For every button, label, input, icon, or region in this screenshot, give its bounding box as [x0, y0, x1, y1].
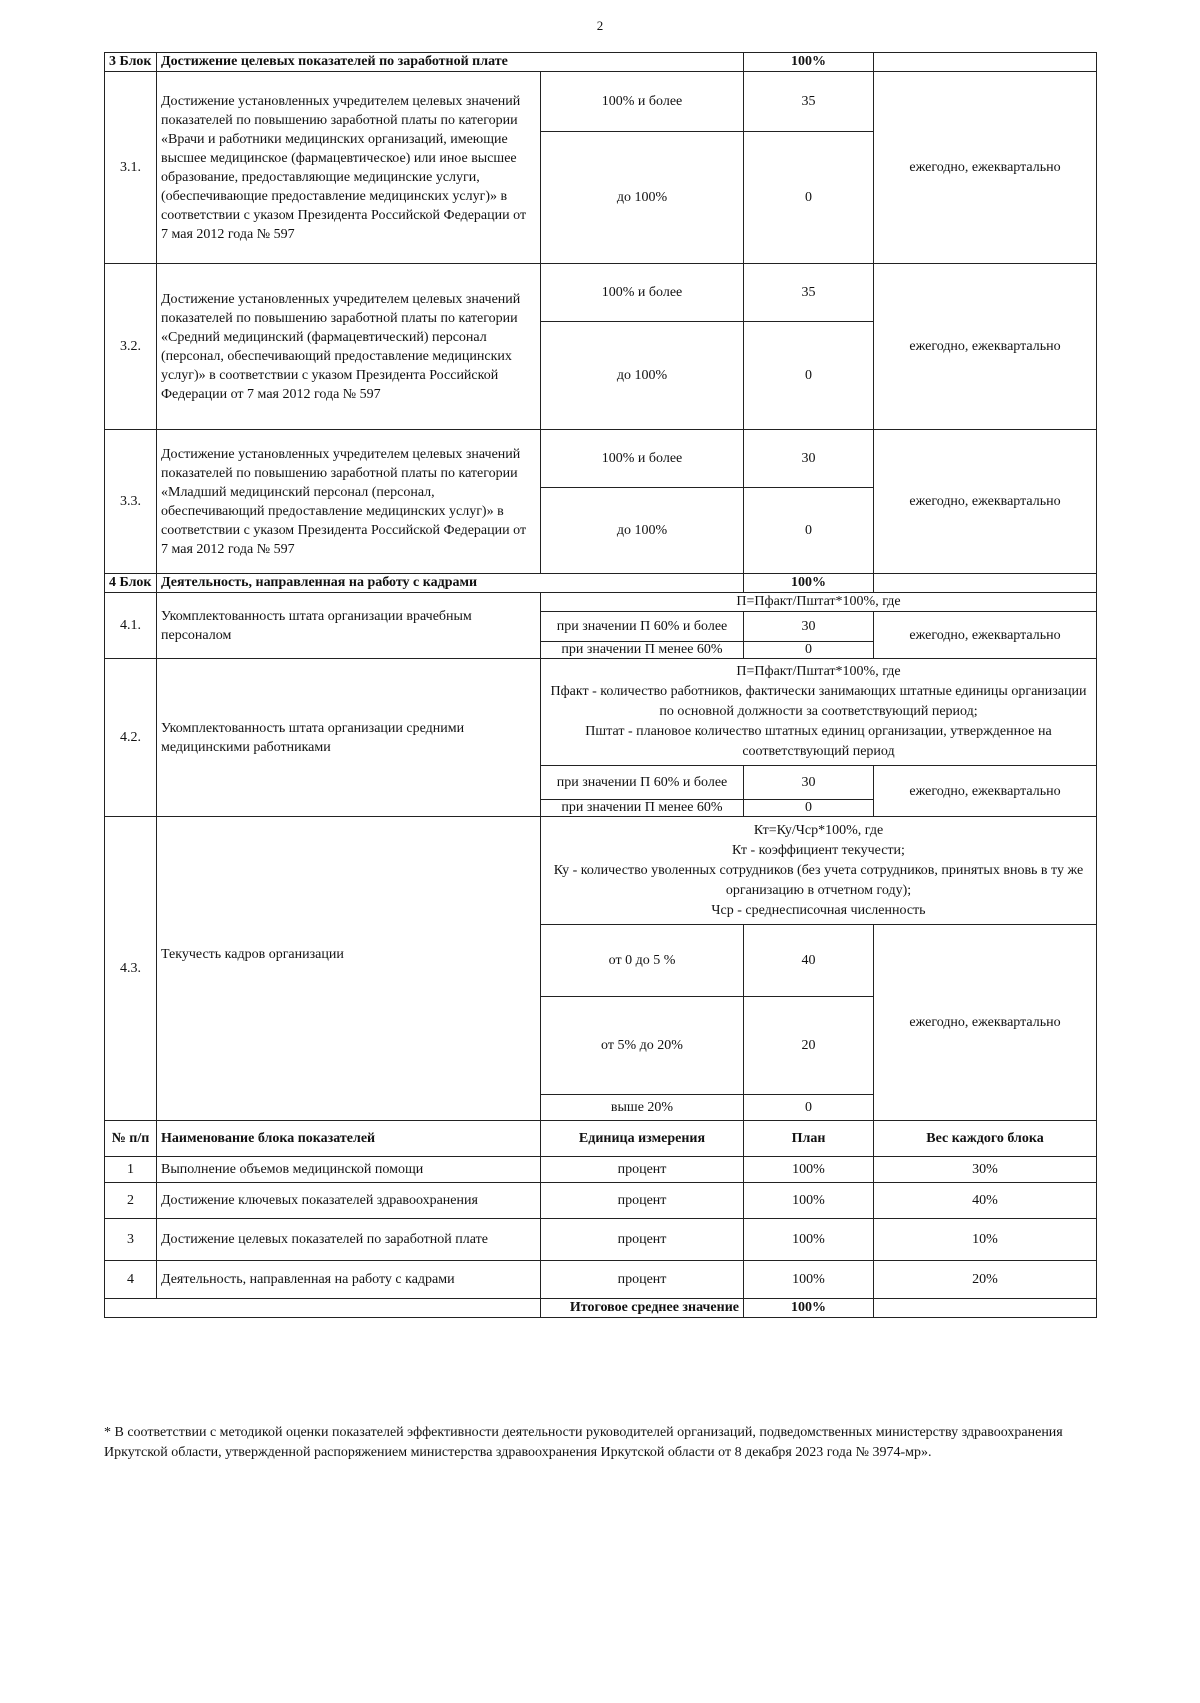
row-4-1-period: ежегодно, ежеквартально — [874, 612, 1097, 659]
summary-total-row — [105, 1299, 1097, 1318]
row-3-3-number: 3.3. — [105, 430, 157, 574]
row-4-1-score2: 0 — [744, 642, 874, 659]
summary-row-2-name: Достижение ключевых показателей здравоохранения — [157, 1183, 541, 1219]
row-4-3-cond1: от 0 до 5 % — [541, 925, 744, 997]
block4-header-row — [105, 574, 1097, 593]
summary-header-weight: Вес каждого блока — [874, 1121, 1097, 1157]
row-3-2-number: 3.2. — [105, 264, 157, 430]
summary-row-2-weight: 40% — [874, 1183, 1097, 1219]
row-3-2-cond2: до 100% — [541, 322, 744, 430]
indicators-table-wrapper — [104, 52, 1096, 1318]
summary-row-3-weight: 10% — [874, 1219, 1097, 1261]
summary-row-1-weight: 30% — [874, 1157, 1097, 1183]
block3-label: 3 Блок — [105, 53, 157, 72]
row-3-3-score2: 0 — [744, 488, 874, 574]
summary-row-1-plan: 100% — [744, 1157, 874, 1183]
summary-row-1-num: 1 — [105, 1157, 157, 1183]
summary-row-1-unit: процент — [541, 1157, 744, 1183]
row-4-3-cond2: от 5% до 20% — [541, 997, 744, 1095]
row-3-1-name: Достижение установленных учредителем целевых значений показателей по повышению заработной платы по категории «Врачи и работники медицинских организаций, имеющие высшее медицинское (фармацевтическое) или иное высшее образование, предоставляющие медицинские услуги, (обеспечивающие предоставление медицинских услуг)» в соответствии с указом Президента Российской Федерации от 7 мая 2012 года № 597 — [157, 72, 541, 264]
block4-title: Деятельность, направленная на работу с кадрами — [157, 574, 744, 593]
row-4-1-cond2: при значении П менее 60% — [541, 642, 744, 659]
block3-header-row — [105, 53, 1097, 72]
summary-row-3-name: Достижение целевых показателей по заработной плате — [157, 1219, 541, 1261]
row-3-2-name: Достижение установленных учредителем целевых значений показателей по повышению заработной платы по категории «Средний медицинский (фармацевтический) персонал (персонал, обеспечивающий предоставление медицинских услуг)» в соответствии с указом Президента Российской Федерации от 7 мая 2012 года № 597 — [157, 264, 541, 430]
summary-header-name: Наименование блока показателей — [157, 1121, 541, 1157]
row-4-2-name: Укомплектованность штата организации средними медицинскими работниками — [157, 659, 541, 817]
summary-header-num: № п/п — [105, 1121, 157, 1157]
row-3-1-cond2: до 100% — [541, 132, 744, 264]
row-4-3-score3: 0 — [744, 1095, 874, 1121]
summary-row-2-plan: 100% — [744, 1183, 874, 1219]
summary-row-3 — [105, 1219, 1097, 1261]
row-3-2-a — [105, 264, 1097, 322]
block4-label: 4 Блок — [105, 574, 157, 593]
row-3-3-score1: 30 — [744, 430, 874, 488]
summary-total-empty — [105, 1299, 541, 1318]
row-4-2-period: ежегодно, ежеквартально — [874, 766, 1097, 817]
summary-row-4-name: Деятельность, направленная на работу с кадрами — [157, 1261, 541, 1299]
row-4-2-formula-line2: Пфакт - количество работников, фактически занимающих штатные единицы организации по основной должности за соответствующий период; — [550, 684, 1087, 719]
summary-header-plan: План — [744, 1121, 874, 1157]
indicators-table — [104, 52, 1097, 1318]
row-4-1-cond1: при значении П 60% и более — [541, 612, 744, 642]
row-4-3-formula-line2: Кт - коэффициент текучести; — [732, 842, 905, 858]
row-4-3-formula — [105, 817, 1097, 925]
summary-row-4 — [105, 1261, 1097, 1299]
row-3-3-a — [105, 430, 1097, 488]
summary-row-4-plan: 100% — [744, 1261, 874, 1299]
row-4-1-formula — [105, 593, 1097, 612]
row-3-1-a — [105, 72, 1097, 132]
summary-row-4-num: 4 — [105, 1261, 157, 1299]
row-3-2-cond1: 100% и более — [541, 264, 744, 322]
row-4-1-formula-text: П=Пфакт/Пштат*100%, где — [541, 593, 1097, 612]
row-4-3-number: 4.3. — [105, 817, 157, 1121]
page-number: 2 — [596, 18, 604, 33]
summary-row-1-name: Выполнение объемов медицинской помощи — [157, 1157, 541, 1183]
row-3-1-period: ежегодно, ежеквартально — [874, 72, 1097, 264]
row-4-3-name: Текучесть кадров организации — [157, 817, 541, 1121]
row-3-3-name: Достижение установленных учредителем целевых значений показателей по повышению заработной платы по категории «Младший медицинский персонал (персонал, обеспечивающий предоставление медицинских услуг)» в соответствии с указом Президента Российской Федерации от 7 мая 2012 года № 597 — [157, 430, 541, 574]
row-3-3-period: ежегодно, ежеквартально — [874, 430, 1097, 574]
row-4-3-period: ежегодно, ежеквартально — [874, 925, 1097, 1121]
row-3-1-score2: 0 — [744, 132, 874, 264]
summary-row-4-weight: 20% — [874, 1261, 1097, 1299]
row-3-2-score1: 35 — [744, 264, 874, 322]
block4-empty-cell — [874, 574, 1097, 593]
footnote: * В соответствии с методикой оценки показателей эффективности деятельности руководителей организаций, подведомственных министерству здравоохранения Иркутской области, утвержденной распоряжением министерства здравоохранения Иркутской области от 8 декабря 2023 года № 3974-мр». — [104, 1425, 1063, 1460]
row-3-3-cond1: 100% и более — [541, 430, 744, 488]
row-4-2-score1: 30 — [744, 766, 874, 800]
row-4-2-cond1: при значении П 60% и более — [541, 766, 744, 800]
row-4-1-name: Укомплектованность штата организации врачебным персоналом — [157, 593, 541, 659]
summary-header-row — [105, 1121, 1097, 1157]
block3-empty-cell — [874, 53, 1097, 72]
summary-row-2-num: 2 — [105, 1183, 157, 1219]
summary-total-weight-empty — [874, 1299, 1097, 1318]
row-4-2-number: 4.2. — [105, 659, 157, 817]
row-4-3-formula-block — [541, 817, 1097, 925]
row-3-2-score2: 0 — [744, 322, 874, 430]
row-4-3-cond3: выше 20% — [541, 1095, 744, 1121]
summary-row-3-plan: 100% — [744, 1219, 874, 1261]
summary-row-4-unit: процент — [541, 1261, 744, 1299]
block3-title: Достижение целевых показателей по заработной плате — [157, 53, 744, 72]
row-4-3-formula-line4: Чср - среднесписочная численность — [711, 902, 926, 918]
row-3-1-score1: 35 — [744, 72, 874, 132]
summary-row-1 — [105, 1157, 1097, 1183]
row-4-2-formula-line1: П=Пфакт/Пштат*100%, где — [736, 664, 901, 679]
summary-row-3-num: 3 — [105, 1219, 157, 1261]
summary-row-2-unit: процент — [541, 1183, 744, 1219]
row-4-2-score2: 0 — [744, 800, 874, 817]
summary-total-label: Итоговое среднее значение — [541, 1299, 744, 1318]
row-3-3-cond2: до 100% — [541, 488, 744, 574]
row-3-2-period: ежегодно, ежеквартально — [874, 264, 1097, 430]
block3-total: 100% — [744, 53, 874, 72]
row-4-1-score1: 30 — [744, 612, 874, 642]
row-4-1-number: 4.1. — [105, 593, 157, 659]
row-4-2-formula — [105, 659, 1097, 766]
summary-total-value: 100% — [744, 1299, 874, 1318]
row-3-1-cond1: 100% и более — [541, 72, 744, 132]
summary-header-unit: Единица измерения — [541, 1121, 744, 1157]
row-4-3-score1: 40 — [744, 925, 874, 997]
row-4-2-formula-line3: Пштат - плановое количество штатных единиц организации, утвержденное на соответствующий период — [585, 724, 1052, 759]
row-3-1-number: 3.1. — [105, 72, 157, 264]
row-4-2-formula-block — [541, 659, 1097, 766]
row-4-2-cond2: при значении П менее 60% — [541, 800, 744, 817]
row-4-3-score2: 20 — [744, 997, 874, 1095]
row-4-3-formula-line1: Кт=Ку/Чср*100%, где — [753, 822, 884, 838]
summary-row-3-unit: процент — [541, 1219, 744, 1261]
summary-row-2 — [105, 1183, 1097, 1219]
row-4-3-formula-line3: Ку - количество уволенных сотрудников (без учета сотрудников, принятых вновь в ту же организацию в отчетном году); — [553, 862, 1084, 898]
block4-total: 100% — [744, 574, 874, 593]
